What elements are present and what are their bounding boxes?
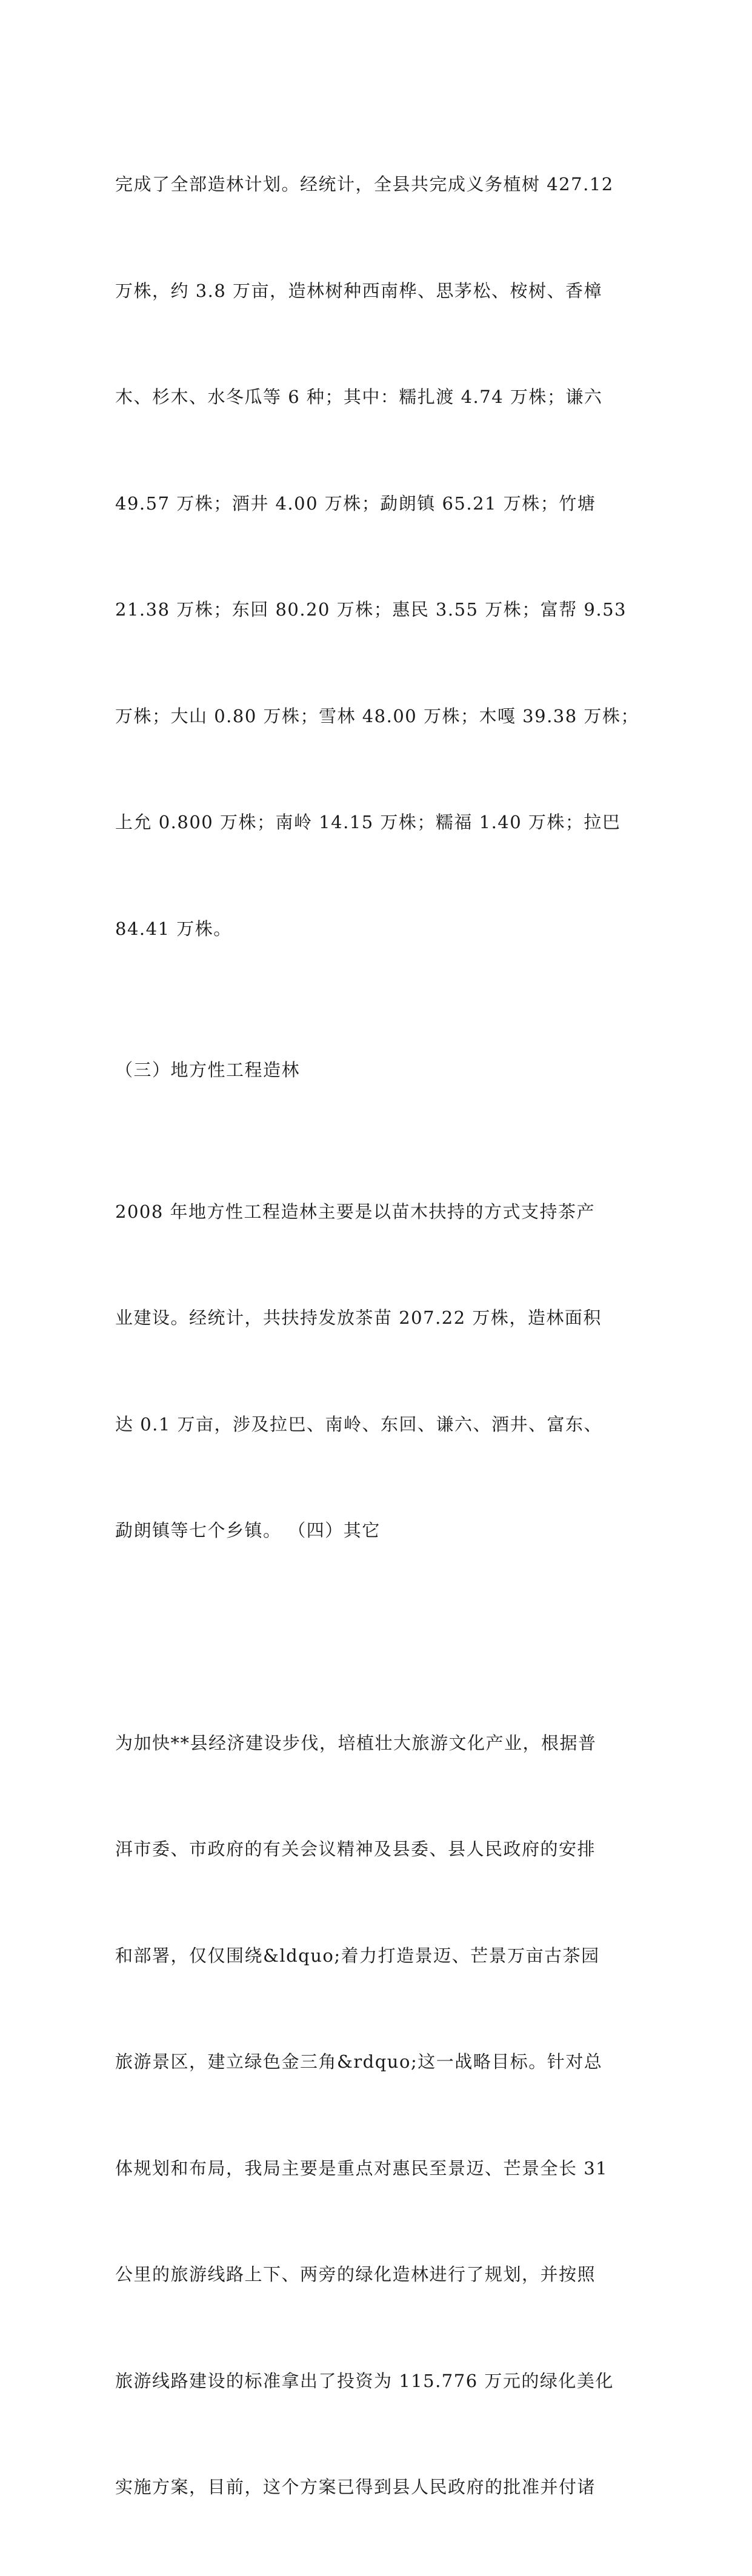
section-heading-3: （三）地方性工程造林 — [115, 1060, 301, 1080]
text-line: 49.57 万株；酒井 4.00 万株；勐朗镇 65.21 万株；竹塘 — [115, 493, 596, 514]
text-line: 洱市委、市政府的有关会议精神及县委、县人民政府的安排 — [115, 1839, 596, 1859]
text-line: 旅游线路建设的标准拿出了投资为 115.776 万元的绿化美化 — [115, 2370, 614, 2391]
text-line: 上允 0.800 万株；南岭 14.15 万株；糯福 1.40 万株；拉巴 — [115, 812, 621, 832]
text-line: 勐朗镇等七个乡镇。 （四）其它 — [115, 1520, 381, 1541]
text-line: 体规划和布局，我局主要是重点对惠民至景迈、芒景全长 31 — [115, 2157, 608, 2179]
paragraph-spacer — [115, 1088, 648, 1123]
text-line: 万株，约 3.8 万亩，造林树种西南桦、思茅松、桉树、香樟 — [115, 280, 603, 301]
text-line: 为加快**县经济建设步伐，培植壮大旅游文化产业，根据普 — [115, 1732, 597, 1753]
paragraph-spacer — [115, 1017, 648, 1052]
document-body — [115, 96, 648, 2576]
text-line: 万株；大山 0.80 万株；雪林 48.00 万株；木嘎 39.38 万株； — [115, 705, 639, 726]
text-line: 完成了全部造林计划。经统计，全县共完成义务植树 427.12 — [115, 174, 614, 194]
text-line: 旅游景区，建立绿色金三角&rdquo;这一战略目标。针对总 — [115, 2051, 603, 2072]
text-line: 木、杉木、水冬瓜等 6 种；其中：糯扎渡 4.74 万株；谦六 — [115, 387, 603, 407]
paragraph-afforestation-stats — [115, 96, 648, 1017]
text-line: 2008 年地方性工程造林主要是以苗木扶持的方式支持茶产 — [115, 1201, 596, 1222]
paragraph-tourism-greening — [115, 1655, 648, 2576]
text-line: 业建设。经统计，共扶持发放茶苗 207.22 万株，造林面积 — [115, 1307, 602, 1328]
text-line: 达 0.1 万亩，涉及拉巴、南岭、东回、谦六、酒井、富东、 — [115, 1413, 603, 1435]
text-line: 和部署，仅仅围绕&ldquo;着力打造景迈、芒景万亩古茶园 — [115, 1945, 600, 1966]
text-line: 84.41 万株。 — [115, 918, 232, 939]
paragraph-spacer — [115, 1619, 648, 1655]
text-line: 实施方案，目前，这个方案已得到县人民政府的批准并付诸 — [115, 2477, 596, 2497]
text-line: 21.38 万株；东回 80.20 万株；惠民 3.55 万株；富帮 9.53 — [115, 599, 627, 620]
paragraph-local-engineering — [115, 1123, 648, 1619]
text-line: 公里的旅游线路上下、两旁的绿化造林进行了规划，并按照 — [115, 2264, 596, 2285]
